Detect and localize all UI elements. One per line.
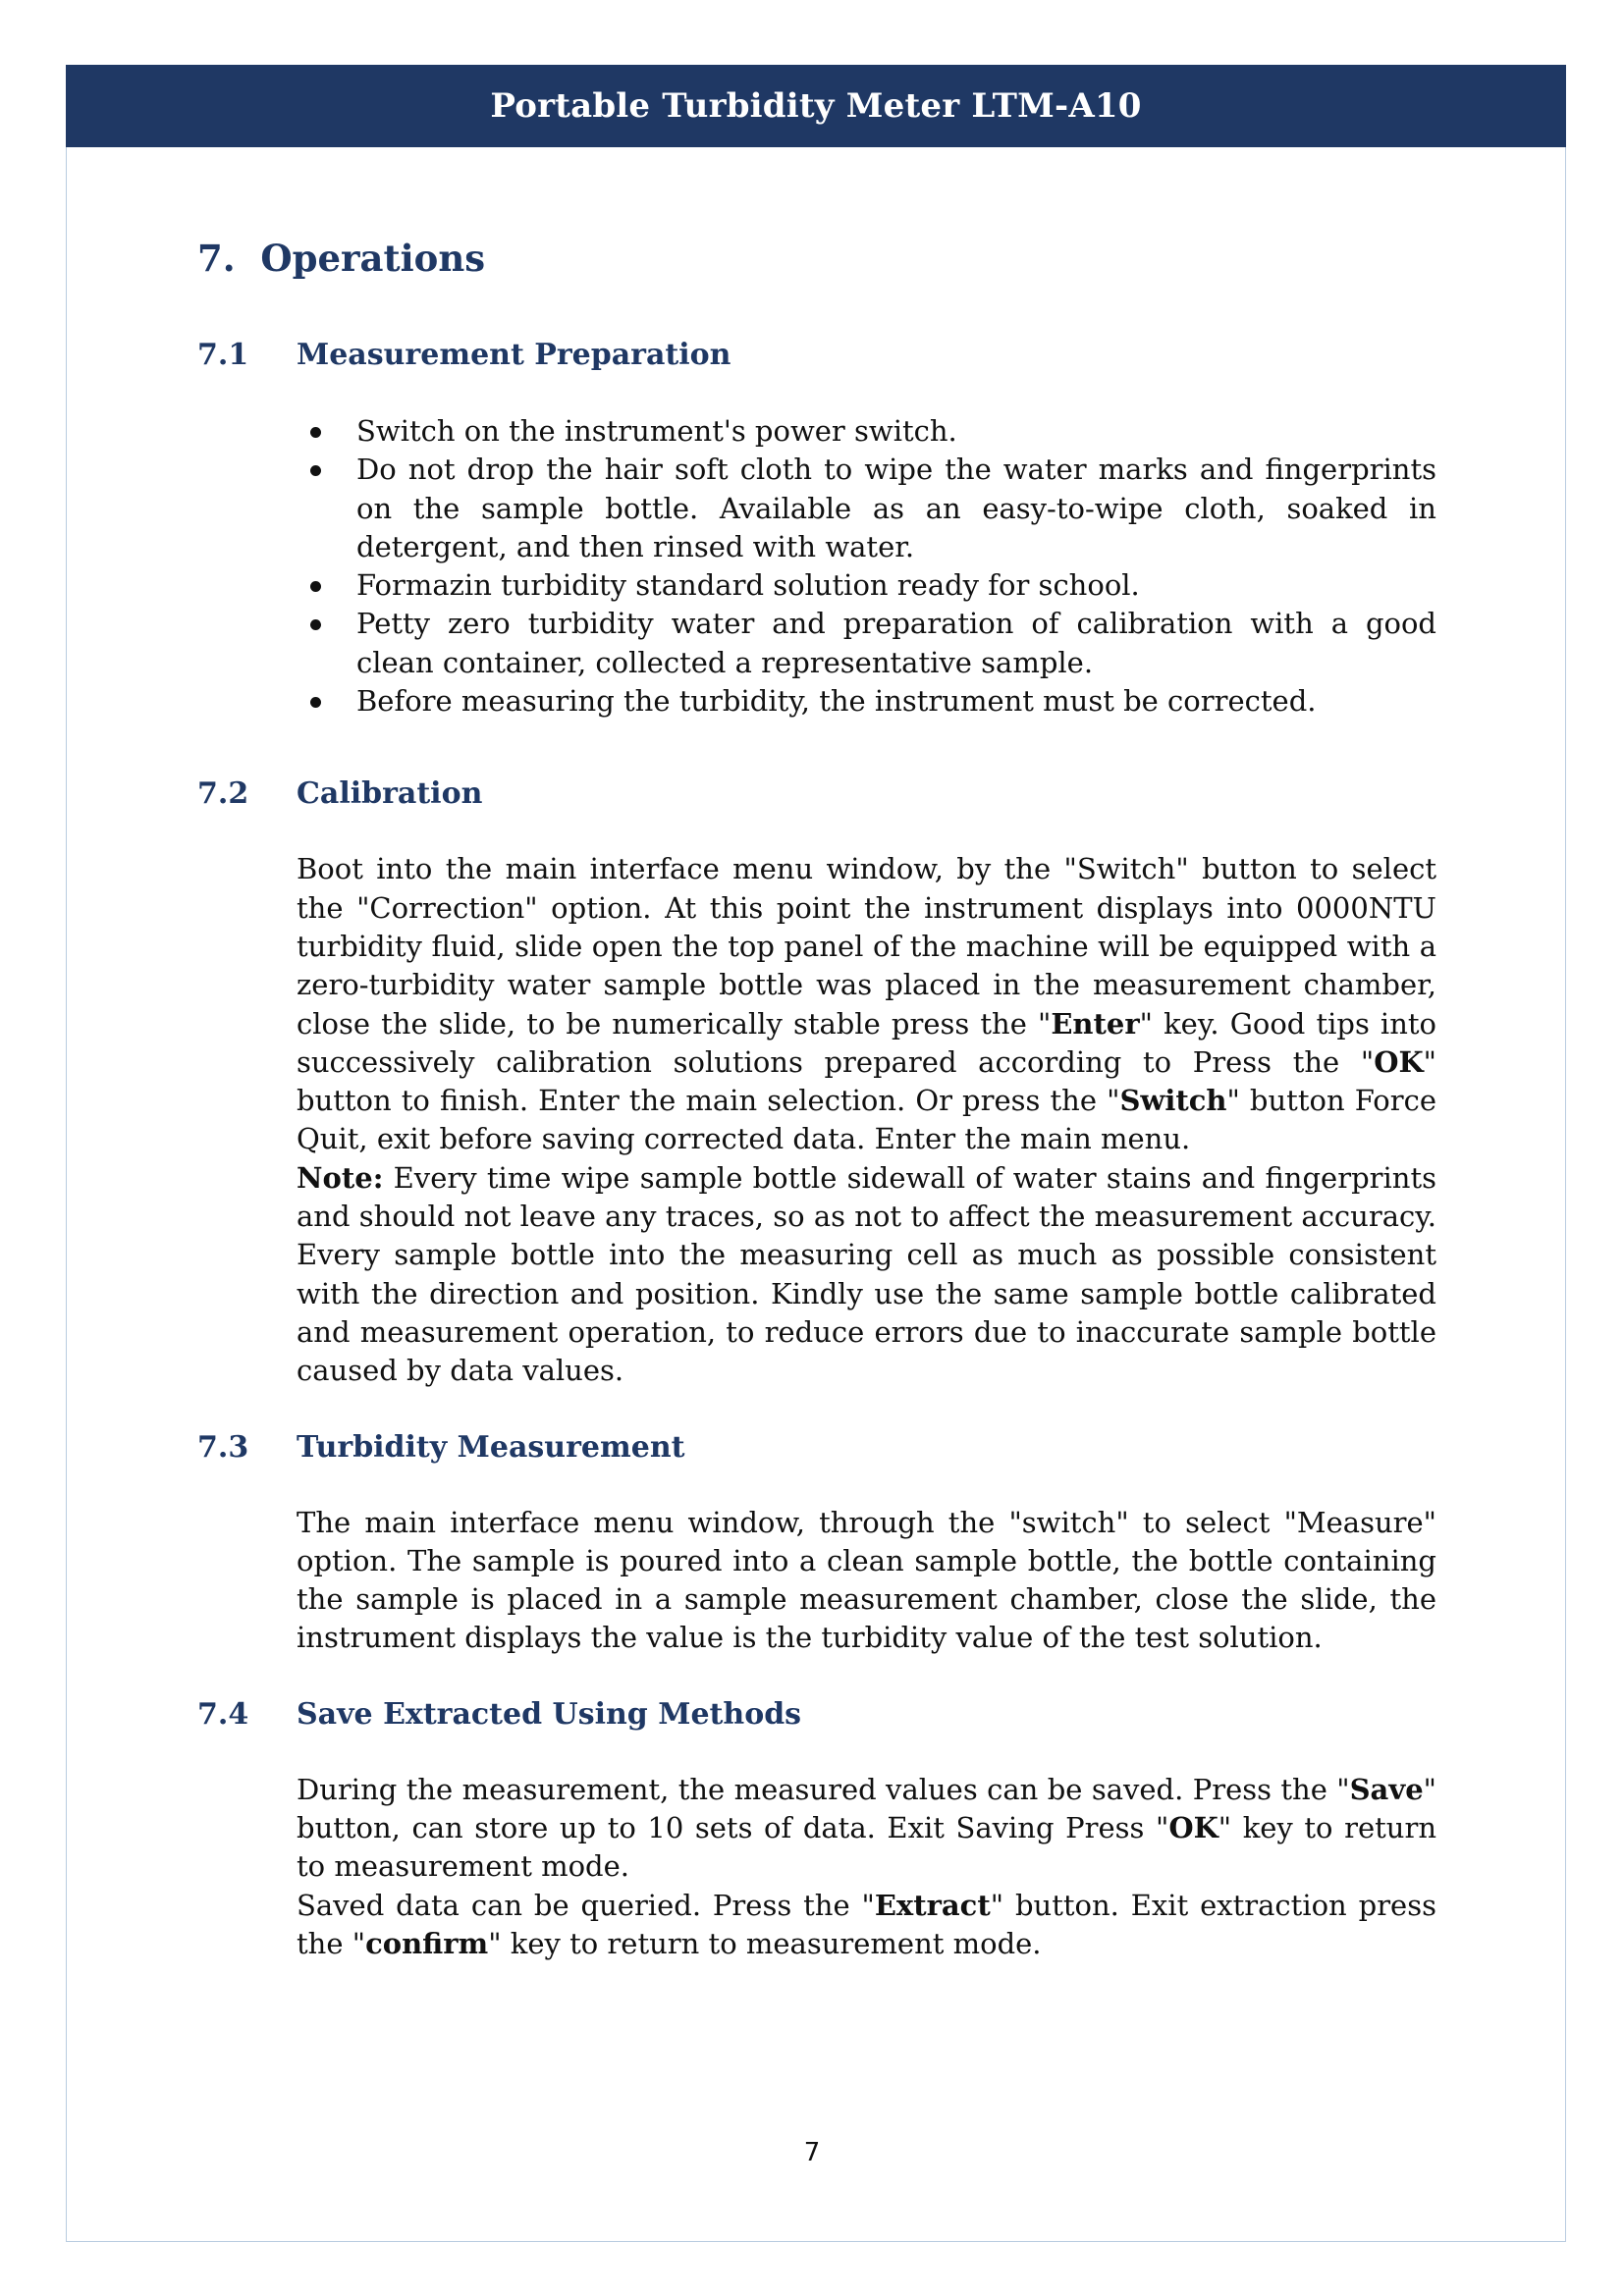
- bullet-icon: [310, 619, 321, 630]
- measurement-paragraph: The main interface menu window, through the "switch" to select "Measure" option. The sample is poured into a clean sample bottle, the bottle containing the sample is placed in a sample measurement chamber, close the slide, the instrument displays the value is the turbidity value of the test solution.: [297, 1505, 1436, 1655]
- section-number: 7.4: [197, 1696, 249, 1732]
- page-content: [197, 234, 1436, 1963]
- list-item: Do not drop the hair soft cloth to wipe the water marks and fingerprints on the sample bottle. Available as an easy-to-wipe cloth, soaked in detergent, and then rinsed with water.: [297, 451, 1436, 566]
- save-button-label: Save: [1349, 1772, 1424, 1806]
- preparation-list: [297, 412, 1436, 721]
- section-heading-7-1: [197, 335, 1436, 376]
- list-item: Before measuring the turbidity, the instrument must be corrected.: [297, 682, 1436, 721]
- page-number: 7: [803, 2138, 821, 2167]
- list-item: Formazin turbidity standard solution ready for school.: [297, 566, 1436, 605]
- section-title: Turbidity Measurement: [297, 1429, 685, 1465]
- calibration-paragraph: Boot into the main interface menu window, by the "Switch" button to select the "Correction" option. At this point the instrument displays into 0000NTU turbidity fluid, slide open the top panel of the machine will be equipped with a zero-turbidity water sample bottle was placed in the measurement chamber, close the slide, to be numerically stable press the "Enter" key. Good tips into successively calibration solutions prepared according to Press the "OK" button to finish. Enter the main selection. Or press the "Switch" button Force Quit, exit before saving corrected data. Enter the main menu.: [297, 852, 1436, 1156]
- section-title: Calibration: [297, 776, 483, 812]
- note-label: Note:: [297, 1160, 384, 1195]
- section-number: 7.3: [197, 1429, 249, 1465]
- section-number: 7.1: [197, 338, 249, 372]
- chapter-title: Operations: [260, 237, 486, 280]
- list-item: Petty zero turbidity water and preparation of calibration with a good clean container, collected a representative sample.: [297, 605, 1436, 682]
- section-heading-7-2: [197, 774, 1436, 815]
- section-title: Measurement Preparation: [297, 338, 731, 372]
- save-extract-body: [297, 1771, 1436, 1963]
- bullet-icon: [310, 581, 321, 592]
- document-title: Portable Turbidity Meter LTM-A10: [490, 86, 1142, 126]
- section-heading-7-3: [197, 1427, 1436, 1468]
- list-item: Switch on the instrument's power switch.: [297, 412, 1436, 451]
- calibration-body: [297, 850, 1436, 1390]
- section-heading-7-4: [197, 1694, 1436, 1735]
- document-header: [66, 65, 1566, 147]
- bullet-icon: [310, 465, 321, 476]
- measurement-body: [297, 1504, 1436, 1658]
- enter-key-label: Enter: [1051, 1006, 1140, 1041]
- ok-key-label: OK: [1168, 1811, 1218, 1845]
- chapter-number: 7.: [197, 237, 236, 280]
- section-title: Save Extracted Using Methods: [297, 1696, 802, 1732]
- confirm-key-label: confirm: [365, 1926, 489, 1960]
- switch-button-label: Switch: [1119, 1084, 1227, 1118]
- section-number: 7.2: [197, 776, 249, 812]
- bullet-icon: [310, 697, 321, 708]
- bullet-icon: [310, 427, 321, 438]
- extract-button-label: Extract: [874, 1888, 991, 1922]
- chapter-heading: [197, 234, 1436, 283]
- extract-paragraph: Saved data can be queried. Press the "Extract" button. Exit extraction press the "confirm" key to return to measurement mode.: [297, 1888, 1436, 1960]
- calibration-note: Note: Every time wipe sample bottle sidewall of water stains and fingerprints and should not leave any traces, so as not to affect the measurement accuracy. Every sample bottle into the measuring cell as much as possible consistent with the direction and position. Kindly use the same sample bottle calibrated and measurement operation, to reduce errors due to inaccurate sample bottle caused by data values.: [297, 1160, 1436, 1388]
- save-paragraph: During the measurement, the measured values can be saved. Press the "Save" button, can store up to 10 sets of data. Exit Saving Press "OK" key to return to measurement mode.: [297, 1772, 1436, 1884]
- ok-button-label: OK: [1374, 1044, 1424, 1079]
